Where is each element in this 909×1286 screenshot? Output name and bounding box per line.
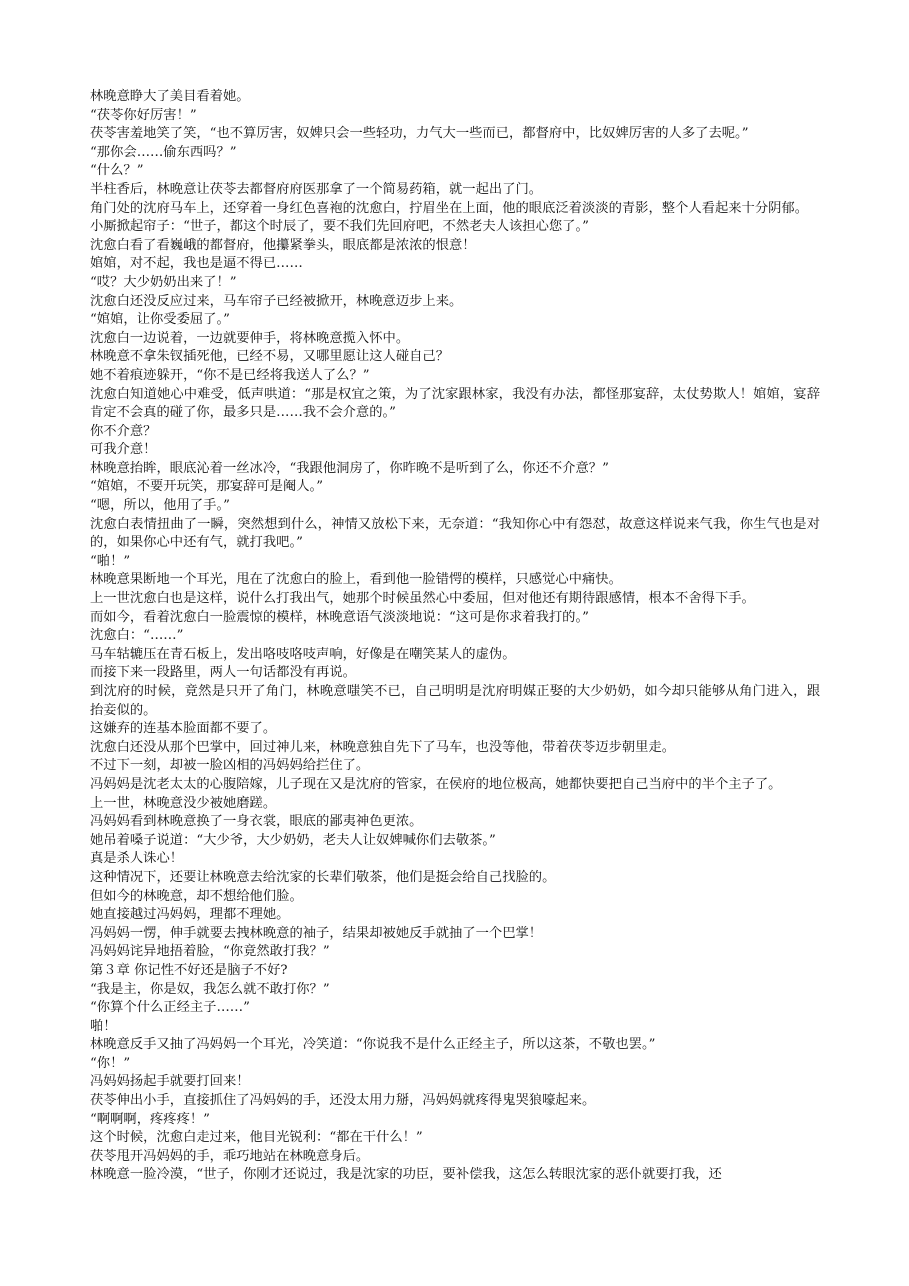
paragraph: “啪！” — [90, 553, 131, 569]
paragraph: 半柱香后，林晚意让茯苓去都督府府医那拿了一个简易药箱，就一起出了门。 — [90, 181, 543, 197]
paragraph: “你算个什么正经主子……” — [90, 1000, 250, 1016]
paragraph: 林晚意睁大了美目看着她。 — [90, 89, 250, 104]
paragraph: 婠婠，对不起，我也是逼不得已…… — [90, 256, 303, 272]
paragraph: 冯妈妈扬起手就要打回来！ — [90, 1074, 250, 1090]
paragraph: 冯妈妈是沈老太太的心腹陪嫁，儿子现在又是沈府的管家，在侯府的地位极高，她都快要把自己当府中的半个主子了。 — [90, 776, 782, 792]
paragraph: 上一世沈愈白也是这样，说什么打我出气，她那个时候虽然心中委屈，但对他还有期待跟感情，根本不舍得下手。 — [90, 591, 755, 607]
paragraph: “婠婠，不要开玩笑，那宴辞可是阉人。” — [90, 479, 323, 495]
paragraph: 林晚意反手又抽了冯妈妈一个耳光，冷笑道：“你说我不是什么正经主子，所以这茶，不敬也罢。” — [90, 1037, 656, 1053]
paragraph: 马车轱辘压在青石板上，发出咯吱咯吱声响，好像是在嘲笑某人的虚伪。 — [90, 646, 516, 662]
paragraph: 而如今，看着沈愈白一脸震惊的模样，林晚意语气淡淡地说：“这可是你求着我打的。” — [90, 609, 589, 625]
paragraph: 角门处的沈府马车上，还穿着一身红色喜袍的沈愈白，拧眉坐在上面，他的眼底泛着淡淡的青影，整个人看起来十分阴郁。 — [90, 200, 809, 216]
paragraph: 上一世，林晚意没少被她磨蹉。 — [90, 795, 277, 811]
paragraph: 沈愈白还没反应过来，马车帘子已经被掀开，林晚意迈步上来。 — [90, 293, 463, 309]
paragraph: 真是杀人诛心！ — [90, 851, 184, 867]
paragraph: 林晚意不拿朱钗插死他，已经不易，又哪里愿让这人碰自己？ — [90, 349, 450, 365]
paragraph: 冯妈妈诧异地捂着脸，“你竟然敢打我？” — [90, 944, 330, 960]
paragraph: 这嫌弃的连基本脸面都不要了。 — [90, 721, 277, 737]
paragraph: 不过下一刻，却被一脸凶相的冯妈妈给拦住了。 — [90, 758, 370, 774]
paragraph: “什么？” — [90, 163, 144, 179]
paragraph: 茯苓伸出小手，直接抓住了冯妈妈的手，还没太用力掰，冯妈妈就疼得鬼哭狼嚎起来。 — [90, 1093, 596, 1109]
paragraph: 可我介意！ — [90, 442, 157, 458]
paragraph: “那你会……偷东西吗？” — [90, 144, 237, 160]
paragraph: “我是主，你是奴，我怎么就不敢打你？” — [90, 981, 330, 997]
paragraph: 沈愈白：“……” — [90, 628, 184, 644]
paragraph: “啊啊啊，疼疼疼！” — [90, 1111, 210, 1127]
paragraph: 而接下来一段路里，两人一句话都没有再说。 — [90, 665, 356, 681]
paragraph: 你不介意？ — [90, 423, 157, 439]
paragraph: “婠婠，让你受委屈了。” — [90, 312, 230, 328]
paragraph: 沈愈白还没从那个巴掌中，回过神儿来，林晚意独自先下了马车，也没等他，带着茯苓迈步朝里走。 — [90, 739, 676, 755]
paragraph: 沈愈白表情扭曲了一瞬，突然想到什么，神情又放松下来，无奈道：“我知你心中有怨怼，故意这样说来气我，你生气也是对的，如果你心中还有气，就打我吧。” — [90, 516, 820, 551]
paragraph: 林晚意果断地一个耳光，甩在了沈愈白的脸上，看到他一脸错愕的模样，只感觉心中痛快。 — [90, 572, 622, 588]
paragraph: 这个时候，沈愈白走过来，他目光锐利：“都在干什么！” — [90, 1130, 423, 1146]
paragraph: 茯苓甩开冯妈妈的手，乖巧地站在林晚意身后。 — [90, 1148, 370, 1164]
paragraph: 林晚意抬眸，眼底沁着一丝冰冷，“我跟他洞房了，你昨晚不是听到了么，你还不介意？” — [90, 460, 609, 476]
paragraph: 啪！ — [90, 1018, 117, 1034]
paragraph: 第３章 你记性不好还是脑子不好? — [90, 962, 288, 978]
paragraph: 林晚意一脸冷漠，“世子，你刚才还说过，我是沈家的功臣，要补偿我，这怎么转眼沈家的恶仆就要打我，还 — [90, 1167, 722, 1183]
paragraph: 小厮掀起帘子：“世子，都这个时辰了，要不我们先回府吧，不然老夫人该担心您了。” — [90, 219, 589, 235]
paragraph: 沈愈白看了看巍峨的都督府，他攥紧拳头，眼底都是浓浓的恨意！ — [90, 237, 476, 253]
paragraph: 她不着痕迹躲开，“你不是已经将我送人了么？” — [90, 367, 370, 383]
paragraph: 她吊着嗓子说道：“大少爷，大少奶奶，老夫人让奴婢喊你们去敬茶。” — [90, 832, 496, 848]
paragraph: 但如今的林晚意，却不想给他们脸。 — [90, 888, 303, 904]
paragraph: “哎？大少奶奶出来了！” — [90, 274, 237, 290]
paragraph: 她直接越过冯妈妈，理都不理她。 — [90, 907, 290, 923]
paragraph: 冯妈妈看到林晚意换了一身衣裳，眼底的鄙夷神色更浓。 — [90, 814, 423, 830]
paragraph: 沈愈白知道她心中难受，低声哄道：“那是权宜之策，为了沈家跟林家，我没有办法，都怪那宴辞，太仗势欺人！婠婠，宴辞肯定不会真的碰了你，最多只是……我不会介意的。” — [90, 386, 820, 421]
paragraph: 沈愈白一边说着，一边就要伸手，将林晚意揽入怀中。 — [90, 330, 410, 346]
paragraph: “茯苓你好厉害！” — [90, 107, 197, 123]
paragraph: 这种情况下，还要让林晚意去给沈家的长辈们敬茶，他们是挺会给自己找脸的。 — [90, 869, 556, 885]
document-body — [90, 88, 820, 1185]
paragraph: 到沈府的时候，竟然是只开了角门，林晚意嗤笑不已，自己明明是沈府明媒正娶的大少奶奶，如今却只能够从角门进入，跟抬妾似的。 — [90, 684, 820, 718]
paragraph: 茯苓害羞地笑了笑，“也不算厉害，奴婢只会一些轻功，力气大一些而已，都督府中，比奴婢厉害的人多了去呢。” — [90, 126, 749, 142]
paragraph: 冯妈妈一愣，伸手就要去拽林晚意的袖子，结果却被她反手就抽了一个巴掌！ — [90, 925, 543, 941]
paragraph: “嗯，所以，他用了手。” — [90, 498, 230, 514]
paragraph: “你！” — [90, 1055, 131, 1071]
